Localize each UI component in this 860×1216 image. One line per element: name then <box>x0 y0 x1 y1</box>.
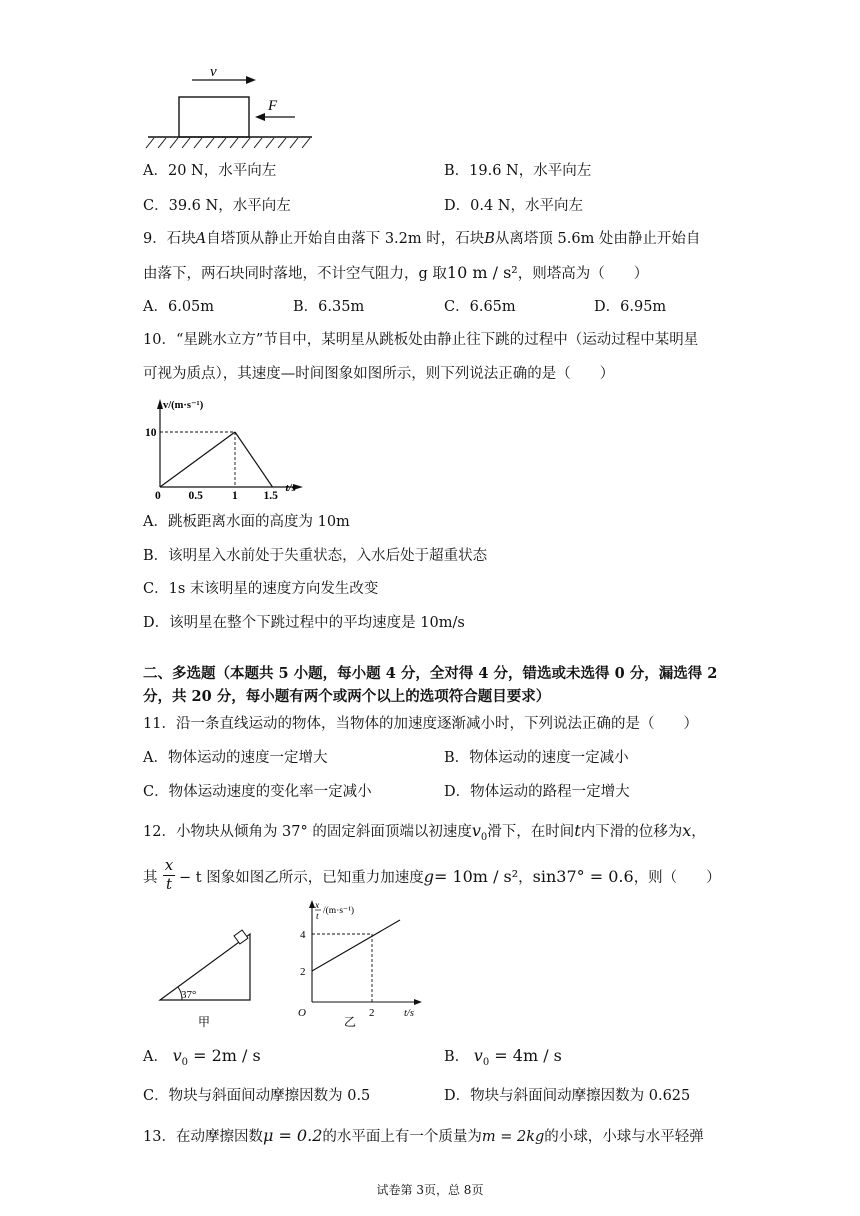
incline-figure <box>150 920 260 1030</box>
incline-triangle <box>160 934 250 1000</box>
block-force-figure <box>140 60 330 150</box>
incline-angle-label: 37° <box>181 989 197 1001</box>
xt-ylabel-num: x <box>315 901 320 911</box>
figure-yi-caption: 乙 <box>344 1015 357 1029</box>
vt-series-0-segment-0 <box>160 432 235 487</box>
q8-option-d: D．0.4 N，水平向左 <box>444 198 583 214</box>
q12-option-c: C．物块与斜面间动摩擦因数为 0.5 <box>143 1088 371 1104</box>
q11-option-a: A．物体运动的速度一定增大 <box>143 750 328 766</box>
q9-option-d: D．6.95m <box>594 299 667 315</box>
q10-option-c: C．1s 末该明星的速度方向发生改变 <box>143 581 379 597</box>
q8-option-b: B．19.6 N，水平向左 <box>444 163 592 179</box>
q8-option-a: A．20 N，水平向左 <box>143 163 277 179</box>
section-2-heading-line2: 分，共 20 分，每小题有两个或两个以上的选项符合题目要求） <box>143 688 551 705</box>
q9-option-c: C．6.65m <box>444 299 516 315</box>
q12-option-a: A． $v_0 = 2m / s$ <box>143 1046 261 1068</box>
vt-origin-label: 0 <box>155 490 161 500</box>
velocity-label: v <box>210 64 217 80</box>
page-footer: 试卷第 3页，总 8页 <box>376 1183 484 1197</box>
q10-option-a: A．跳板距离水面的高度为 10m <box>143 514 350 530</box>
q11-option-d: D．物体运动的路程一定增大 <box>444 784 630 800</box>
section-2-heading-line1: 二、多选题（本题共 5 小题，每小题 4 分，全对得 4 分，错选或未选得 0 分，漏选得 2 <box>143 665 718 682</box>
q10-option-b: B．该明星入水前处于失重状态，入水后处于超重状态 <box>143 548 488 564</box>
q8-option-c: C．39.6 N，水平向左 <box>143 198 291 214</box>
force-label: F <box>268 98 278 114</box>
q12-option-d: D．物块与斜面间动摩擦因数为 0.625 <box>444 1088 691 1104</box>
q11-option-b: B．物体运动的速度一定减小 <box>444 750 629 766</box>
q10-stem-line2: 可视为质点），其速度—时间图象如图所示，则下列说法正确的是（ ） <box>143 366 615 382</box>
xt-ylabel-unit: /(m·s⁻¹) <box>323 906 355 916</box>
q9-stem-line1: 9．石块A自塔顶从静止开始自由落下 3.2m 时，石块B从离塔顶 5.6m 处由静止开始自 <box>143 231 701 247</box>
small-block <box>234 930 248 944</box>
q9-option-b: B．6.35m <box>293 299 365 315</box>
q10-option-d: D．该明星在整个下跳过程中的平均速度是 10m/s <box>143 615 465 631</box>
xt-origin: O <box>298 1007 306 1019</box>
q9-option-a: A．6.05m <box>143 299 215 315</box>
vt-series-0-segment-1 <box>235 432 273 487</box>
vt-xtick-0.5: 0.5 <box>188 490 203 500</box>
vt-xtick-1.5: 1.5 <box>263 490 278 500</box>
velocity-time-chart <box>140 395 310 500</box>
q13-stem: 13．在动摩擦因数μ = 0.2的水平面上有一个质量为m = 2kg的小球，小球与水平轻弹 <box>143 1126 704 1145</box>
q11-stem: 11．沿一条直线运动的物体，当物体的加速度逐渐减小时，下列说法正确的是（ ） <box>143 716 698 732</box>
q10-stem-line1: 10．“星跳水立方”节目中，某明星从跳板处由静止往下跳的过程中（运动过程中某明星 <box>143 332 699 348</box>
vt-x-axis-label: t/s <box>285 482 296 494</box>
q12-option-b: B． $v_0 = 4m / s$ <box>444 1046 562 1068</box>
xt-t-chart <box>292 898 432 1030</box>
xt-ylabel-den: t <box>316 912 319 922</box>
xt-ytick-2: 2 <box>300 966 306 978</box>
xt-xtick-2: 2 <box>369 1007 375 1019</box>
xt-ytick-4: 4 <box>300 929 306 941</box>
block <box>179 97 249 137</box>
vt-xtick-1: 1 <box>232 490 238 500</box>
xt-xlabel: t/s <box>404 1008 414 1019</box>
q11-option-c: C．物体运动速度的变化率一定减小 <box>143 784 372 800</box>
xt-series-line <box>312 920 400 971</box>
figure-jia-caption: 甲 <box>198 1015 211 1029</box>
vt-y-axis-label: v/(m·s⁻¹) <box>163 400 204 411</box>
q9-stem-line2: 由落下，两石块同时落地，不计空气阻力，g 取10 m / s²，则塔高为（ ） <box>143 263 649 282</box>
q12-stem-line1: 12．小物块从倾角为 37° 的固定斜面顶端以初速度$v_0$滑下，在时间t内下滑的位移为x， <box>143 821 706 843</box>
vt-ytick-10: 10 <box>145 427 157 439</box>
